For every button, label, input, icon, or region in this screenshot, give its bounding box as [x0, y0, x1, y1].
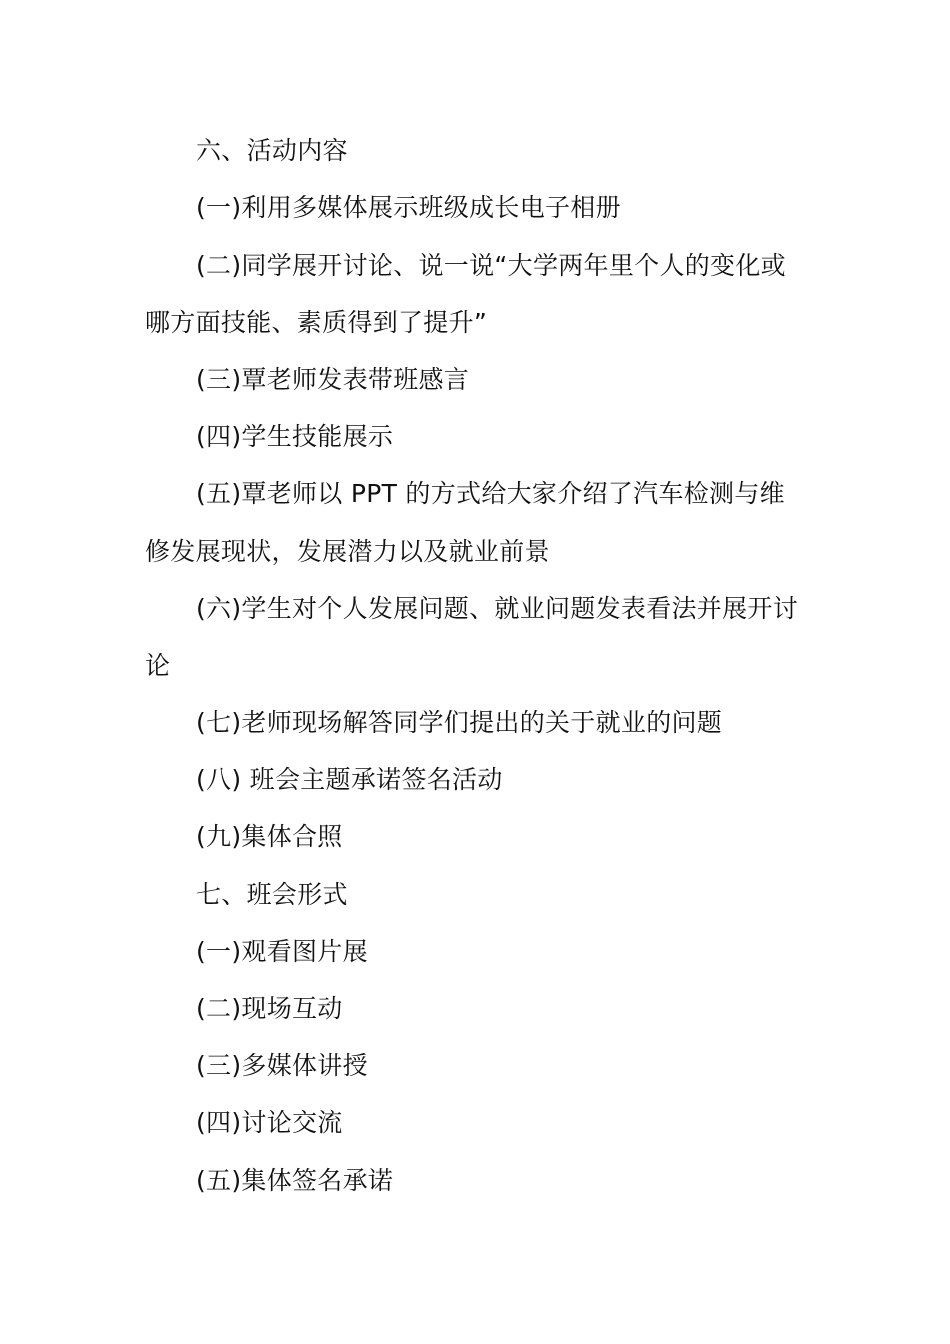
list-item: (一)利用多媒体展示班级成长电子相册 — [196, 193, 621, 222]
list-item: (五)覃老师以 PPT 的方式给大家介绍了汽车检测与维 — [196, 479, 785, 508]
list-item-continuation: 论 — [145, 651, 171, 680]
list-item: (二)同学展开讨论、说一说“大学两年里个人的变化或 — [196, 251, 786, 280]
list-item: (三)多媒体讲授 — [196, 1051, 368, 1080]
list-item: (九)集体合照 — [196, 822, 343, 851]
list-item: (一)观看图片展 — [196, 937, 368, 966]
list-item: (二)现场互动 — [196, 994, 343, 1023]
list-item: (三)覃老师发表带班感言 — [196, 365, 470, 394]
section-heading-format: 七、班会形式 — [196, 880, 348, 909]
list-item: (四)学生技能展示 — [196, 422, 394, 451]
list-item: (四)讨论交流 — [196, 1108, 343, 1137]
list-item: (七)老师现场解答同学们提出的关于就业的问题 — [196, 708, 723, 737]
section-heading-activities: 六、活动内容 — [196, 136, 348, 165]
list-item-continuation: 修发展现状，发展潜力以及就业前景 — [145, 537, 550, 566]
list-item: (八) 班会主题承诺签名活动 — [196, 765, 503, 794]
list-item: (六)学生对个人发展问题、就业问题发表看法并展开讨 — [196, 594, 799, 623]
list-item: (五)集体签名承诺 — [196, 1166, 394, 1195]
list-item-continuation: 哪方面技能、素质得到了提升” — [145, 308, 488, 337]
